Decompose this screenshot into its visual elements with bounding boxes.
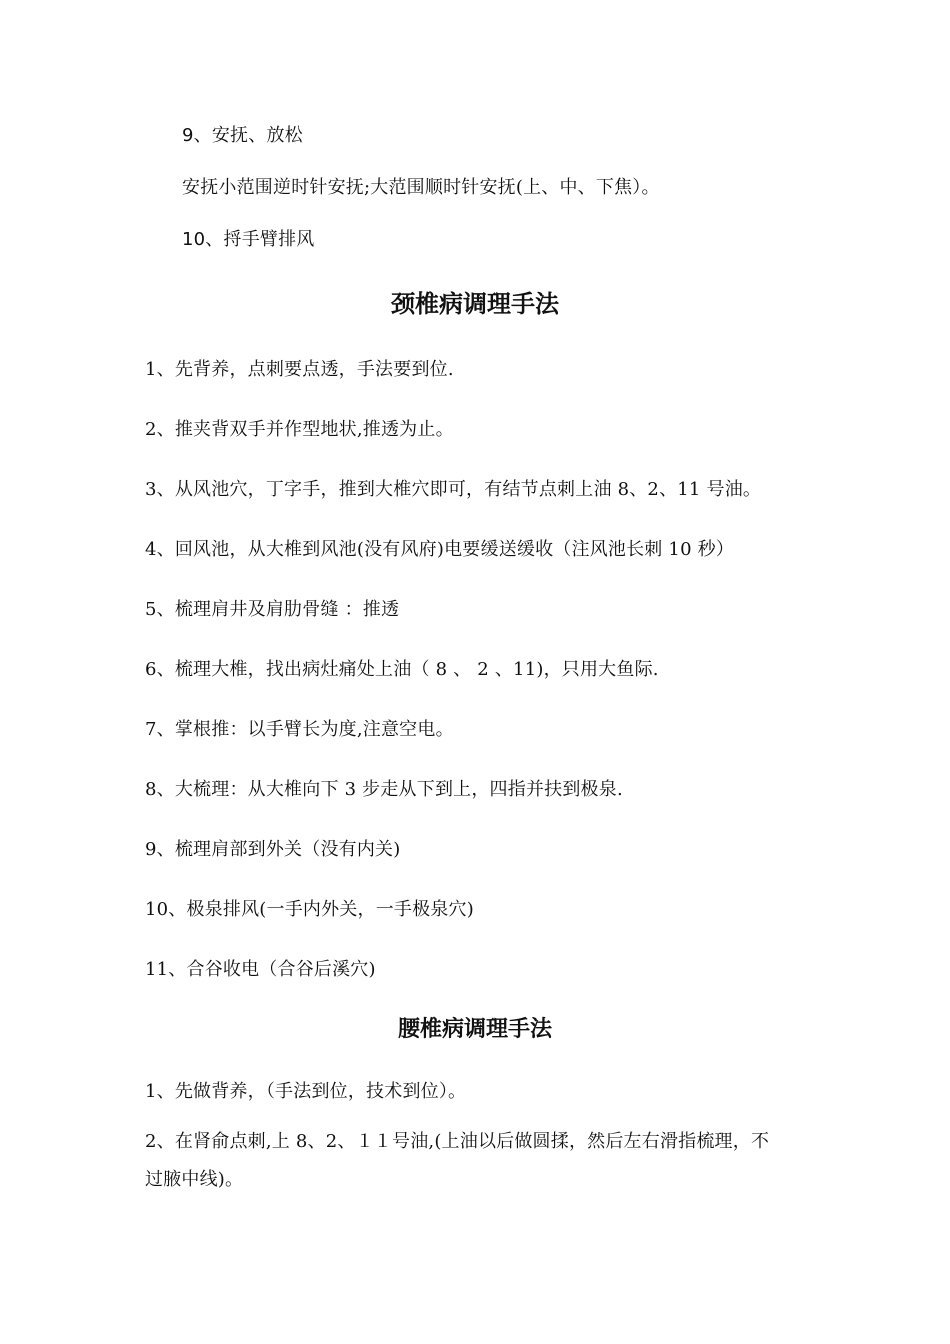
item9-text: 安抚小范围逆时针安抚;大范围顺时针安抚(上、中、下焦）。 — [182, 177, 660, 198]
cervical-step-5: 5、梳理肩井及肩肋骨缝 ：推透 — [145, 599, 400, 620]
cervical-step-4: 4、回风池，从大椎到风池(没有风府)电要缓送缓收（注风池长刺 10 秒） — [145, 539, 735, 560]
lumbar-step-2-continued: 过腋中线)。 — [145, 1169, 244, 1190]
cervical-step-1: 1、先背养，点刺要点透，手法要到位. — [145, 359, 454, 380]
cervical-step-3: 3、从风池穴，丁字手，推到大椎穴即可，有结节点刺上油 8、2、11 号油。 — [145, 479, 762, 500]
cervical-step-10: 10、极泉排风(一手内外关，一手极泉穴) — [145, 899, 474, 920]
cervical-section-title: 颈椎病调理手法 — [391, 289, 559, 318]
lumbar-section-title: 腰椎病调理手法 — [397, 1016, 552, 1042]
cervical-step-8: 8、大梳理：从大椎向下 3 步走从下到上，四指并扶到极泉. — [145, 779, 623, 800]
cervical-step-11: 11、合谷收电（合谷后溪穴) — [145, 959, 376, 980]
item10-heading: 10、捋手臂排风 — [182, 229, 315, 250]
lumbar-step-2: 2、在肾俞点刺,上 8、2、１１号油,(上油以后做圆揉，然后左右滑指梳理，不 — [145, 1131, 770, 1152]
lumbar-step-1: 1、先做背养，（手法到位，技术到位）。 — [145, 1081, 467, 1102]
cervical-step-2: 2、推夹背双手并作型地状,推透为止。 — [145, 419, 454, 440]
item9-heading: 9、安抚、放松 — [182, 125, 303, 146]
cervical-step-9: 9、梳理肩部到外关（没有内关) — [145, 839, 401, 860]
cervical-step-7: 7、掌根推：以手臂长为度,注意空电。 — [145, 719, 454, 740]
cervical-step-6: 6、梳理大椎，找出病灶痛处上油（ 8 、 2 、11)，只用大鱼际. — [145, 659, 659, 680]
